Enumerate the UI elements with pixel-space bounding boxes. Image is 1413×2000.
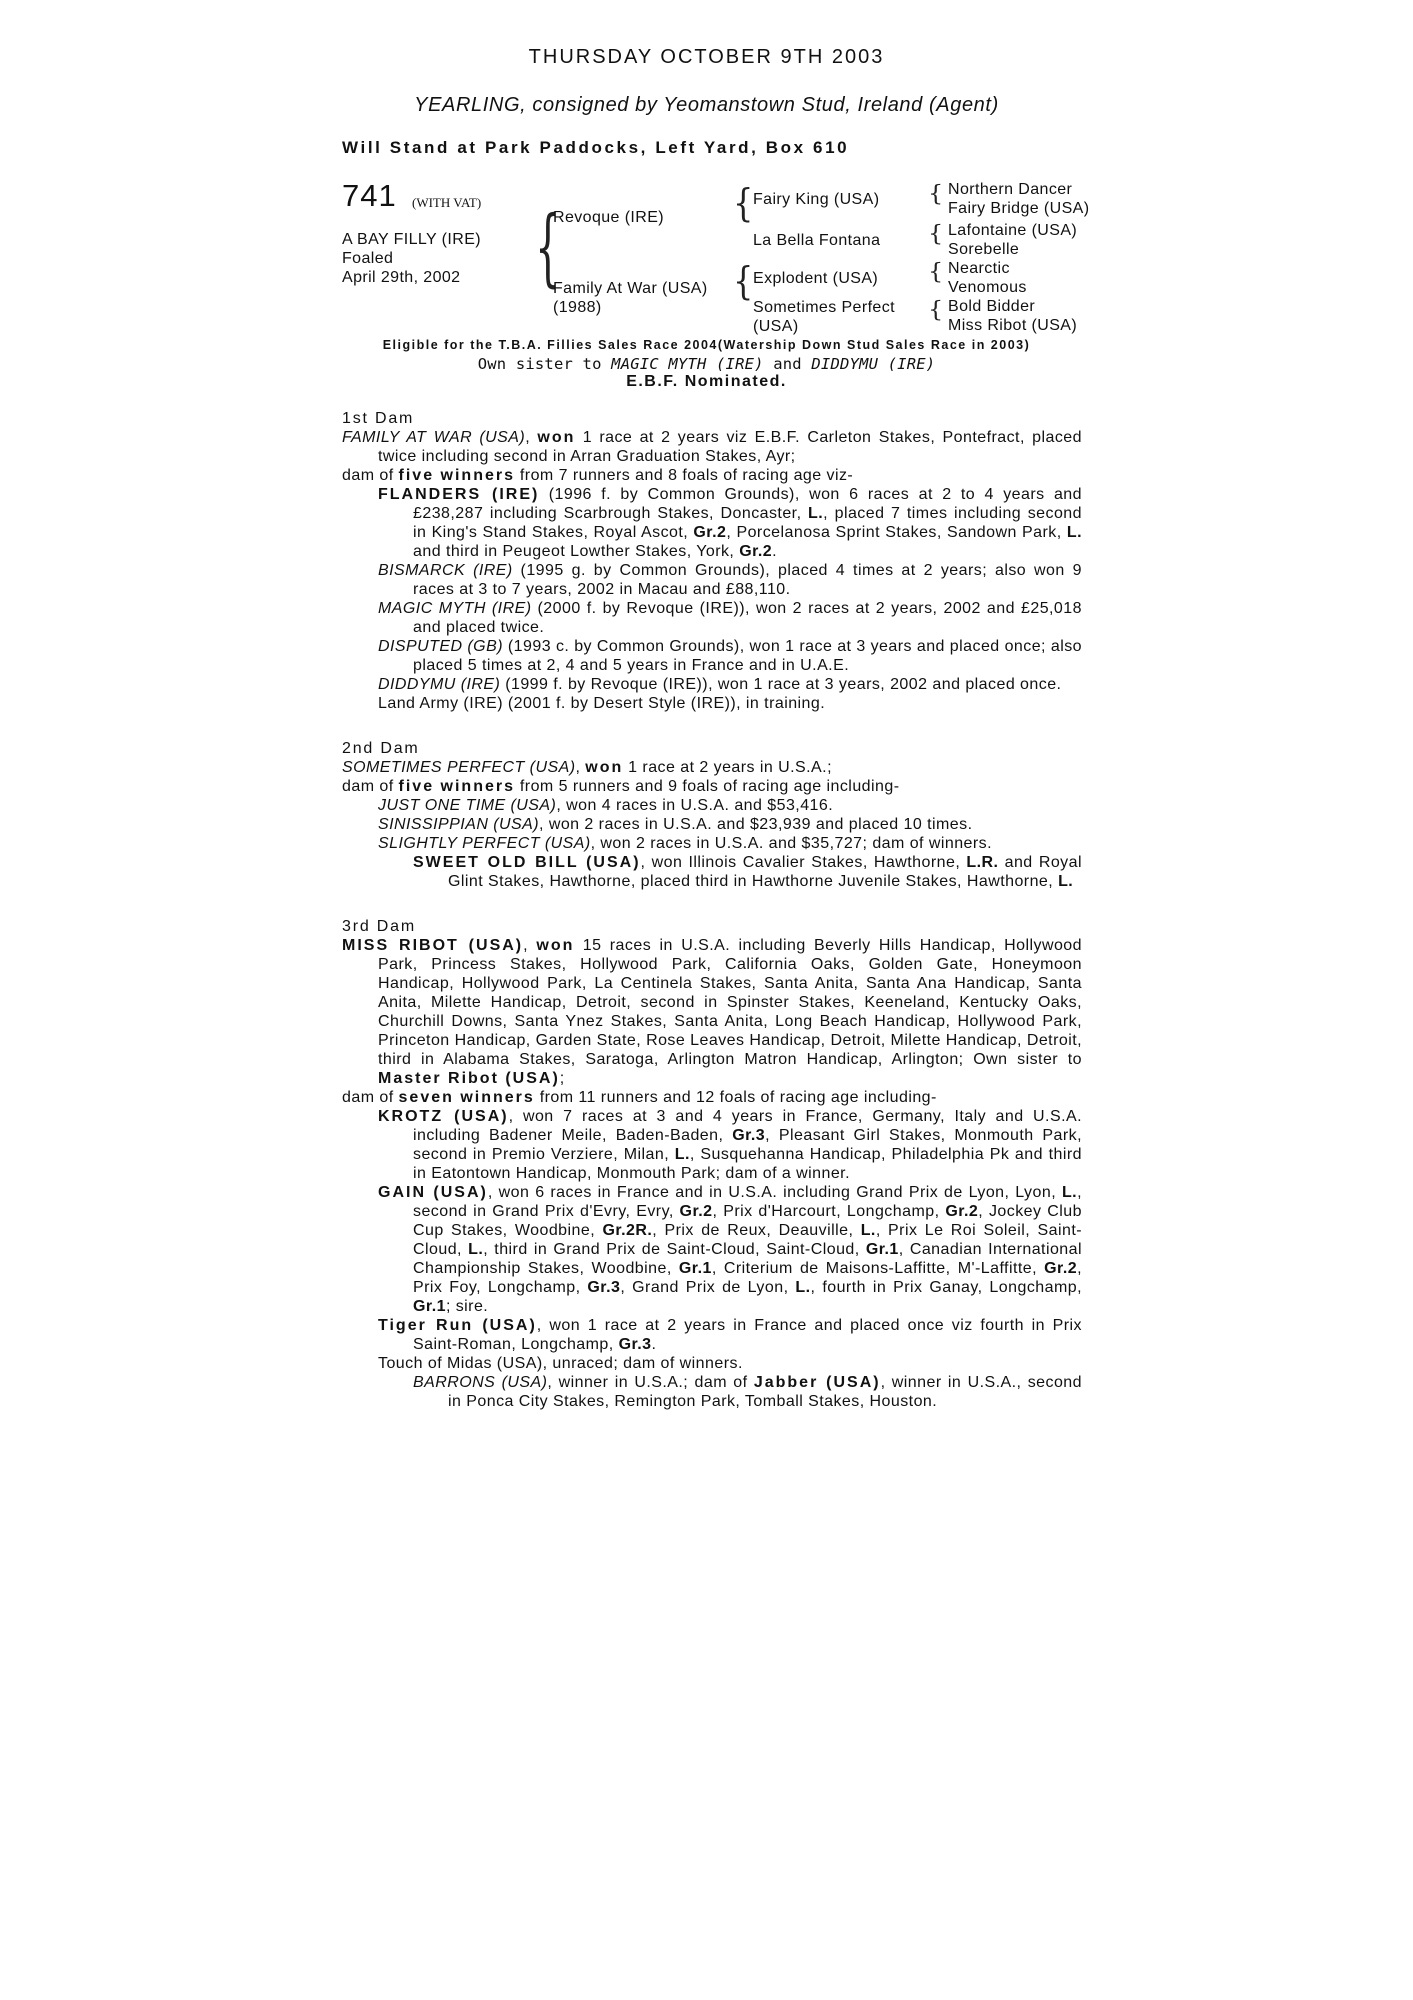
pedigree-ggp: Nearctic (948, 260, 1010, 277)
record-entry: DISPUTED (GB) (1993 c. by Common Grounds), won 1 race at 3 years and placed once; also placed 5 times at 2, 4 and 5 years in France and in U.A.E. (378, 638, 1083, 674)
lot-number: 741 (342, 178, 397, 213)
pedigree-ggp: Miss Ribot (USA) (948, 317, 1078, 334)
record-entry: Tiger Run (USA), won 1 race at 2 years in France and placed once viz fourth in Prix Saint-Roman, Longchamp, Gr.3. (378, 1317, 1083, 1353)
sister-prefix: Own sister to (477, 355, 602, 373)
dam2-heading: 2nd Dam (342, 740, 420, 757)
record-entry: dam of seven winners from 11 runners and 12 foals of racing age including- (342, 1089, 937, 1106)
record-entry: SLIGHTLY PERFECT (USA), won 2 races in U.S.A. and $35,727; dam of winners. (378, 835, 993, 852)
foaled-date: April 29th, 2002 (342, 269, 461, 286)
pedigree-dam-year: (1988) (553, 299, 602, 316)
sister-and: and (773, 355, 802, 373)
pedigree-dam-dam-country: (USA) (753, 318, 799, 335)
pedigree-dam-sire: Explodent (USA) (753, 270, 879, 287)
stand-location: Will Stand at Park Paddocks, Left Yard, Box 610 (342, 138, 850, 157)
pedigree-brace-g1: { (928, 180, 944, 207)
record-entry: SWEET OLD BILL (USA), won Illinois Cavalier Stakes, Hawthorne, L.R. and Royal Glint Stakes, Hawthorne, placed third in Hawthorne Juvenile Stakes, Hawthorne, L. (413, 854, 1082, 890)
pedigree-brace-g2: { (928, 220, 944, 247)
pedigree-sire-dam: La Bella Fontana (753, 232, 881, 249)
sister-name-1: MAGIC MYTH (IRE) (611, 355, 764, 373)
record-entry: Touch of Midas (USA), unraced; dam of winners. (378, 1355, 743, 1372)
eligibility-note: Eligible for the T.B.A. Fillies Sales Race 2004(Watership Down Stud Sales Race in 2003) (382, 338, 1031, 352)
pedigree-brace-main: { (535, 200, 561, 297)
ebf-note: E.B.F. Nominated. (626, 373, 787, 390)
record-entry: KROTZ (USA), won 7 races at 3 and 4 years in France, Germany, Italy and U.S.A. including Badener Meile, Baden-Baden, Gr.3, Pleasant Girl Stakes, Monmouth Park, second in Premio Verziere, Milan, L., Susquehanna Handicap, Philadelphia Pk and third in Eatontown Handicap, Monmouth Park; dam of a winner. (378, 1108, 1083, 1182)
pedigree-ggp: Bold Bidder (948, 298, 1036, 315)
pedigree-brace-sire: { (733, 180, 754, 226)
pedigree-ggp: Sorebelle (948, 241, 1020, 258)
record-entry: GAIN (USA), won 6 races in France and in U.S.A. including Grand Prix de Lyon, Lyon, L., second in Grand Prix d'Evry, Evry, Gr.2, Prix d'Harcourt, Longchamp, Gr.2, Jockey Club Cup Stakes, Woodbine, Gr.2R., Prix de Reux, Deauville, L., Prix Le Roi Soleil, Saint-Cloud, L., third in Grand Prix de Saint-Cloud, Saint-Cloud, Gr.1, Canadian International Championship Stakes, Woodbine, Gr.1, Criterium de Maisons-Laffitte, M'-Laffitte, Gr.2, Prix Foy, Longchamp, Gr.3, Grand Prix de Lyon, L., fourth in Prix Ganay, Longchamp, Gr.1; sire. (378, 1184, 1083, 1315)
dam1-heading: 1st Dam (342, 410, 415, 427)
pedigree-sire-sire: Fairy King (USA) (753, 191, 880, 208)
record-entry: SINISSIPPIAN (USA), won 2 races in U.S.A. and $23,939 and placed 10 times. (378, 816, 973, 833)
pedigree-ggp: Lafontaine (USA) (948, 222, 1078, 239)
foaled-label: Foaled (342, 250, 394, 267)
dam3-heading: 3rd Dam (342, 918, 416, 935)
pedigree-brace-g3: { (928, 258, 944, 285)
sale-date: THURSDAY OCTOBER 9TH 2003 (528, 46, 885, 68)
record-entry: BARRONS (USA), winner in U.S.A.; dam of Jabber (USA), winner in U.S.A., second in Ponca City Stakes, Remington Park, Tomball Stakes, Houston. (413, 1374, 1082, 1410)
produce-record (342, 409, 1082, 1411)
pedigree-sire: Revoque (IRE) (553, 209, 665, 226)
pedigree-dam: Family At War (USA) (553, 280, 708, 297)
pedigree-dam-dam: Sometimes Perfect (753, 299, 895, 316)
record-entry: dam of five winners from 5 runners and 9 foals of racing age including- (342, 778, 900, 795)
pedigree-brace-g4: { (928, 296, 944, 323)
record-entry: SOMETIMES PERFECT (USA), won 1 race at 2 years in U.S.A.; (342, 759, 832, 776)
sister-note (0, 355, 1413, 373)
pedigree-ggp: Fairy Bridge (USA) (948, 200, 1090, 217)
record-entry: BISMARCK (IRE) (1995 g. by Common Grounds), placed 4 times at 2 years; also won 9 races at 3 to 7 years, 2002 in Macau and £88,110. (378, 562, 1082, 598)
pedigree-brace-dam: { (733, 258, 754, 304)
vat-note: (WITH VAT) (412, 195, 482, 210)
pedigree-ggp: Venomous (948, 279, 1027, 296)
dam3-record (342, 936, 1082, 1411)
record-entry: FAMILY AT WAR (USA), won 1 race at 2 years viz E.B.F. Carleton Stakes, Pontefract, placed twice including second in Arran Graduation Stakes, Ayr; (342, 429, 1082, 465)
record-entry: FLANDERS (IRE) (1996 f. by Common Grounds), won 6 races at 2 to 4 years and £238,287 including Scarbrough Stakes, Doncaster, L., placed 7 times including second in King's Stand Stakes, Royal Ascot, Gr.2, Porcelanosa Sprint Stakes, Sandown Park, L. and third in Peugeot Lowther Stakes, York, Gr.2. (378, 486, 1082, 560)
record-entry: DIDDYMU (IRE) (1999 f. by Revoque (IRE)), won 1 race at 3 years, 2002 and placed once. (378, 676, 1062, 693)
sister-name-2: DIDDYMU (IRE) (811, 355, 936, 373)
record-entry: MAGIC MYTH (IRE) (2000 f. by Revoque (IRE)), won 2 races at 2 years, 2002 and £25,018 and placed twice. (378, 600, 1082, 636)
record-entry: MISS RIBOT (USA), won 15 races in U.S.A. including Beverly Hills Handicap, Hollywood Park, Princess Stakes, Hollywood Park, California Oaks, Golden Gate, Honeymoon Handicap, Hollywood Park, La Centinela Stakes, Santa Anita, Santa Ana Handicap, Santa Anita, Milette Handicap, Detroit, second in Spinster Stakes, Keeneland, Kentucky Oaks, Churchill Downs, Santa Ynez Stakes, Santa Anita, Long Beach Handicap, Hollywood Park, Princeton Handicap, Garden State, Rose Leaves Handicap, Detroit, Milette Handicap, Detroit, third in Alabama Stakes, Saratoga, Arlington Matron Handicap, Arlington; Own sister to Master Ribot (USA); (342, 937, 1082, 1087)
dam2-record (342, 758, 1082, 891)
consignor-line: YEARLING, consigned by Yeomanstown Stud, Ireland (Agent) (414, 94, 999, 116)
record-entry: Land Army (IRE) (2001 f. by Desert Style (IRE)), in training. (378, 695, 826, 712)
record-entry: dam of five winners from 7 runners and 8 foals of racing age viz- (342, 467, 854, 484)
pedigree-ggp: Northern Dancer (948, 181, 1073, 198)
dam1-record (342, 428, 1082, 713)
record-entry: JUST ONE TIME (USA), won 4 races in U.S.A. and $53,416. (378, 797, 834, 814)
horse-name: A BAY FILLY (IRE) (342, 231, 482, 248)
